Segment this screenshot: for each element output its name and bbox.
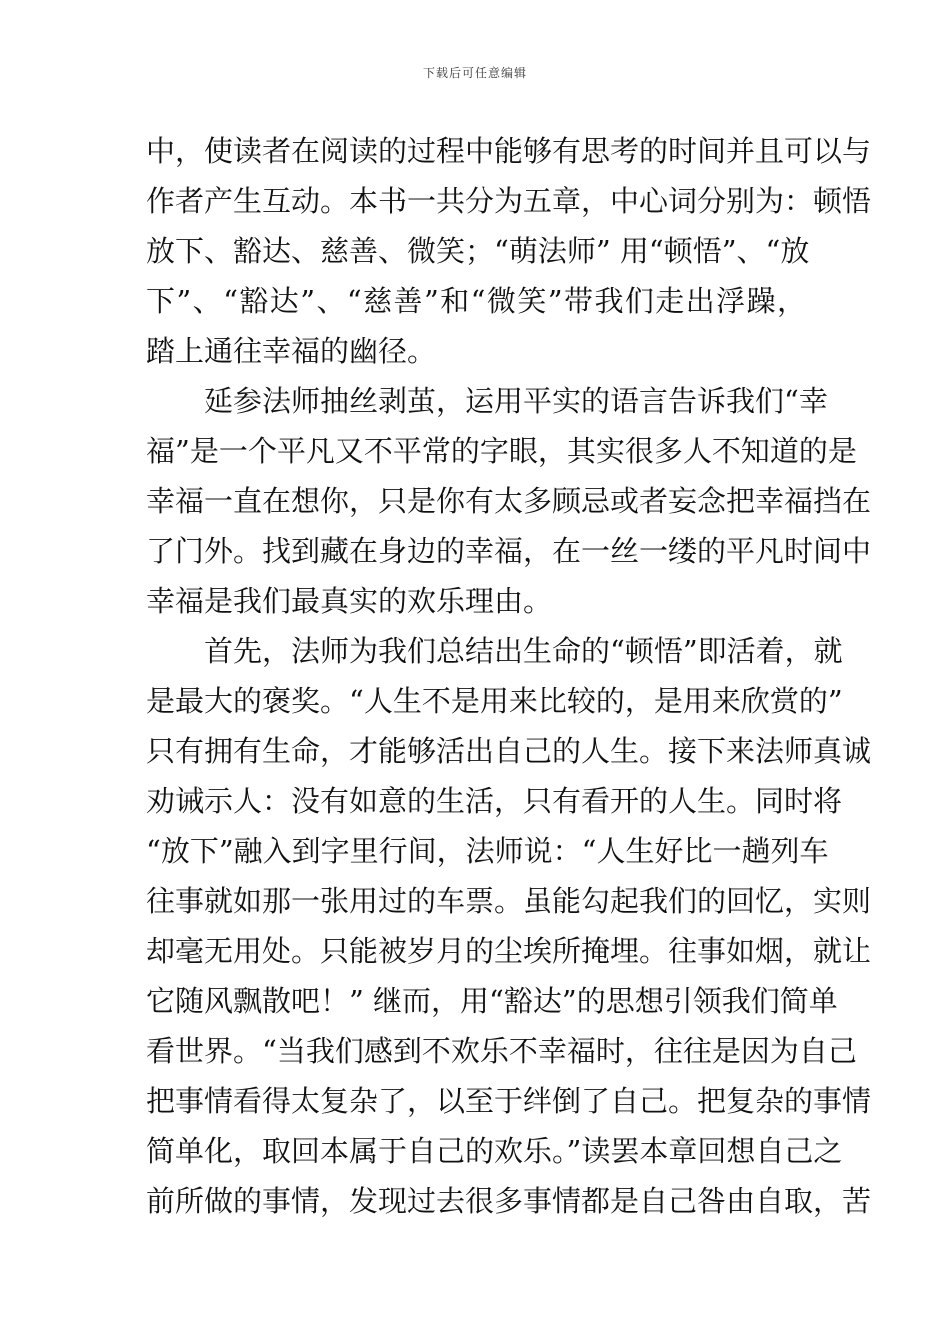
text-line: 往事就如那一张用过的车票。虽能勾起我们的回忆，实则: [146, 884, 872, 918]
text-line: 幸福是我们最真实的欢乐理由。: [146, 584, 553, 618]
text-line: 看世界。“当我们感到不欢乐不幸福时，往往是因为自己: [146, 1034, 857, 1068]
text-line: 只有拥有生命，才能够活出自己的人生。接下来法师真诚: [146, 734, 872, 768]
document-body: [146, 126, 872, 1226]
text-line: 福”是一个平凡又不平常的字眼，其实很多人不知道的是: [146, 434, 857, 468]
text-line: 了门外。找到藏在身边的幸福，在一丝一缕的平凡时间中: [146, 534, 872, 568]
text-line: 幸福一直在想你，只是你有太多顾忌或者妄念把幸福挡在: [146, 484, 872, 518]
text-line: 下”、“豁达”、“慈善”和“微笑”带我们走出浮躁，: [146, 284, 806, 318]
text-line: 前所做的事情，发现过去很多事情都是自己咎由自取，苦: [146, 1184, 872, 1218]
text-line: 却毫无用处。只能被岁月的尘埃所掩埋。往事如烟，就让: [146, 934, 872, 968]
text-line: 它随风飘散吧！” 继而，用“豁达”的思想引领我们简单: [146, 984, 838, 1018]
paragraph: [146, 126, 872, 376]
text-line: 踏上通往幸福的幽径。: [146, 334, 437, 368]
text-line: “放下”融入到字里行间，法师说：“人生好比一趟列车: [146, 834, 829, 868]
text-line: 作者产生互动。本书一共分为五章，中心词分别为：顿悟: [146, 184, 872, 218]
text-line: 是最大的褒奖。“人生不是用来比较的，是用来欣赏的”: [146, 684, 843, 718]
page-header: 下载后可任意编辑: [422, 66, 527, 80]
text-line: 简单化，取回本属于自己的欢乐。”读罢本章回想自己之: [146, 1134, 843, 1168]
text-line: 劝诫示人：没有如意的生活，只有看开的人生。同时将: [146, 784, 843, 818]
text-line: 延参法师抽丝剥茧，运用平实的语言告诉我们“幸: [204, 384, 828, 418]
text-line: 把事情看得太复杂了，以至于绊倒了自己。把复杂的事情: [146, 1084, 872, 1118]
text-line: 中，使读者在阅读的过程中能够有思考的时间并且可以与: [146, 134, 872, 168]
text-line: 放下、豁达、慈善、微笑；“萌法师” 用“顿悟”、“放: [146, 234, 810, 268]
text-line: 首先，法师为我们总结出生命的“顿悟”即活着，就: [204, 634, 843, 668]
paragraph: [146, 626, 872, 1226]
paragraph: [146, 376, 872, 626]
